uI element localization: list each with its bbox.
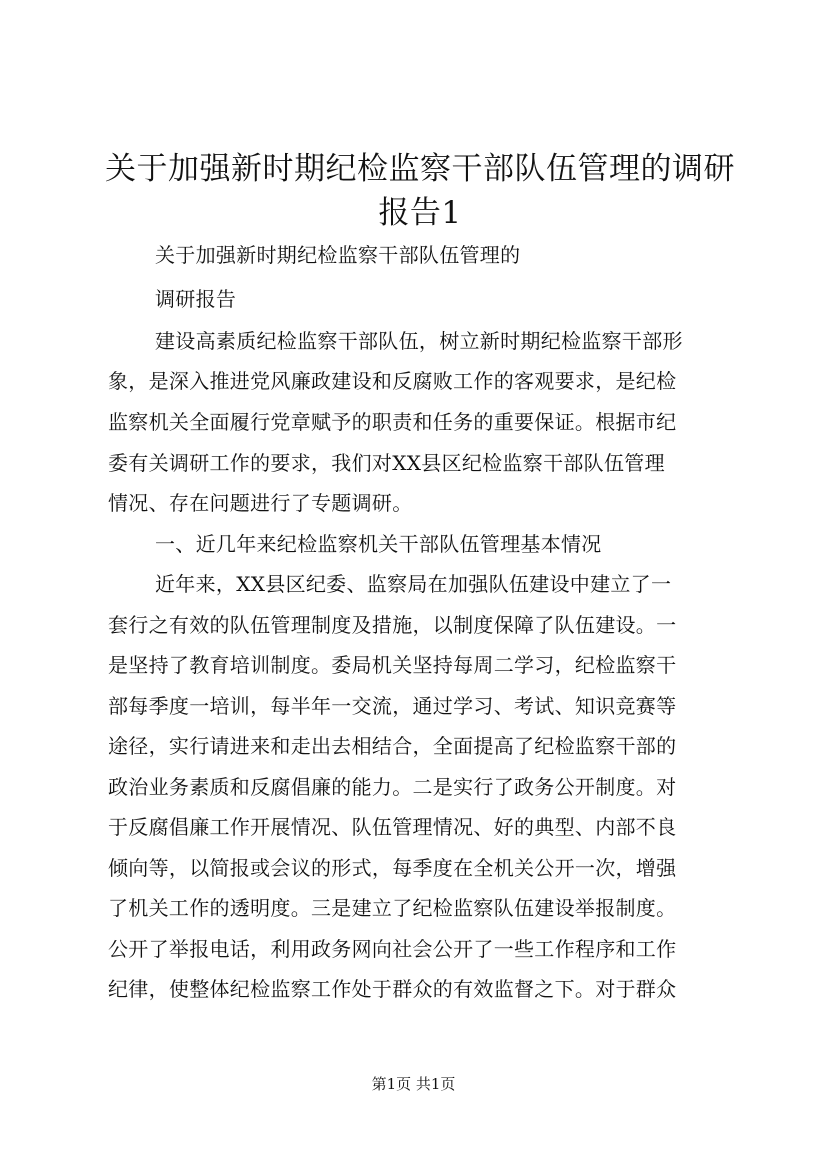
paragraph-2-line-4: 部每季度一培训，每半年一交流，通过学习、考试、知识竞赛等: [108, 694, 677, 718]
paragraph-1-line-3: 监察机关全面履行党章赋予的职责和任务的重要保证。根据市纪: [108, 410, 677, 434]
paragraph-1-line-1: 建设高素质纪检监察干部队伍，树立新时期纪检监察干部形: [155, 329, 683, 353]
paragraph-2-line-3: 是坚持了教育培训制度。委局机关坚持每周二学习，纪检监察干: [108, 653, 677, 677]
paragraph-2-line-7: 于反腐倡廉工作开展情况、队伍管理情况、好的典型、内部不良: [108, 815, 677, 839]
paragraph-2-line-10: 公开了举报电话，利用政务网向社会公开了一些工作程序和工作: [108, 937, 677, 961]
page-footer: 第1页 共1页: [371, 1075, 456, 1093]
document-title-line-2: 报告1: [378, 195, 462, 231]
section-heading-1: 一、近几年来纪检监察机关干部队伍管理基本情况: [155, 532, 602, 556]
document-title-line-1: 关于加强新时期纪检监察干部队伍管理的调研: [105, 151, 735, 187]
paragraph-2-line-5: 途径，实行请进来和走出去相结合，全面提高了纪检监察干部的: [108, 734, 677, 758]
subtitle-line-1: 关于加强新时期纪检监察干部队伍管理的: [155, 243, 521, 267]
subtitle-line-2: 调研报告: [155, 287, 237, 311]
paragraph-2-line-6: 政治业务素质和反腐倡廉的能力。二是实行了政务公开制度。对: [108, 775, 677, 799]
paragraph-2-line-11: 纪律，使整体纪检监察工作处于群众的有效监督之下。对于群众: [108, 977, 677, 1001]
paragraph-1-line-4: 委有关调研工作的要求，我们对XX县区纪检监察干部队伍管理: [108, 451, 665, 475]
paragraph-2-line-8: 倾向等，以简报或会议的形式，每季度在全机关公开一次，增强: [108, 856, 677, 880]
paragraph-2-line-2: 套行之有效的队伍管理制度及措施，以制度保障了队伍建设。一: [108, 613, 677, 637]
paragraph-2-line-1: 近年来，XX县区纪委、监察局在加强队伍建设中建立了一: [155, 572, 672, 596]
paragraph-1-line-2: 象，是深入推进党风廉政建设和反腐败工作的客观要求，是纪检: [108, 369, 677, 393]
paragraph-2-line-9: 了机关工作的透明度。三是建立了纪检监察队伍建设举报制度。: [108, 896, 677, 920]
paragraph-1-line-5: 情况、存在问题进行了专题调研。: [108, 491, 413, 515]
